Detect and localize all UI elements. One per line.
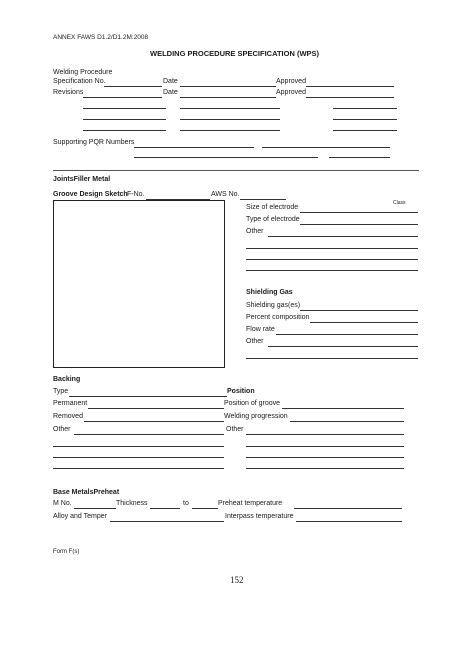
backing-type-label: Type xyxy=(53,388,69,395)
preheat-temp-field[interactable] xyxy=(294,508,402,509)
revision-line[interactable] xyxy=(83,130,166,131)
removed-label: Removed xyxy=(53,413,83,420)
permanent-field[interactable] xyxy=(88,408,224,409)
backing-heading: Backing xyxy=(53,376,81,383)
m-no-field[interactable] xyxy=(74,508,116,509)
composition-field[interactable] xyxy=(310,322,418,323)
revision-approved-line[interactable] xyxy=(333,108,397,109)
spec-no-field[interactable] xyxy=(104,86,162,87)
approved-field[interactable] xyxy=(306,86,394,87)
backing-type-field[interactable] xyxy=(69,396,227,397)
approved-field-2[interactable] xyxy=(306,97,394,98)
base-metals-preheat-heading: Base MetalsPreheat xyxy=(53,489,120,496)
joints-filler-heading: JointsFiller Metal xyxy=(53,176,111,183)
approved-label-2: Approved xyxy=(276,89,306,96)
shielding-gases-field[interactable] xyxy=(300,310,418,311)
electrode-type-field[interactable] xyxy=(300,224,418,225)
preheat-temp-label: Preheat temperature xyxy=(218,500,283,507)
interpass-label: Interpass temperature xyxy=(225,513,294,520)
backing-other-field[interactable] xyxy=(74,434,224,435)
electrode-size-label: Size of electrode xyxy=(246,204,299,211)
page-title: WELDING PROCEDURE SPECIFICATION (WPS) xyxy=(150,49,320,58)
electrode-type-label: Type of electrode xyxy=(246,216,300,223)
date-field-2[interactable] xyxy=(180,97,276,98)
fno-label: F-No. xyxy=(127,191,145,198)
position-other-line[interactable] xyxy=(246,468,404,469)
backing-other-label: Other xyxy=(53,426,71,433)
filler-other-line[interactable] xyxy=(246,259,418,260)
revisions-field[interactable] xyxy=(83,97,162,98)
filler-other-line[interactable] xyxy=(246,248,418,249)
gas-other-label: Other xyxy=(246,338,264,345)
revision-date-line[interactable] xyxy=(180,130,280,131)
composition-label: Percent composition xyxy=(246,314,310,321)
position-heading: Position xyxy=(227,388,255,395)
groove-position-field[interactable] xyxy=(282,408,404,409)
removed-field[interactable] xyxy=(84,421,224,422)
annex-header: ANNEX FAWS D1.2/D1.2M:2008 xyxy=(53,34,149,41)
position-other-line[interactable] xyxy=(246,457,404,458)
date-label-2: Date xyxy=(163,89,178,96)
spec-no-label: Specification No. xyxy=(53,78,106,85)
backing-other-line[interactable] xyxy=(53,457,224,458)
approved-label: Approved xyxy=(276,78,306,85)
filler-other-field[interactable] xyxy=(268,236,418,237)
thickness-from-field[interactable] xyxy=(150,508,180,509)
groove-sketch-box[interactable] xyxy=(53,200,225,368)
thickness-label: Thickness xyxy=(116,500,148,507)
revision-line[interactable] xyxy=(83,108,166,109)
backing-other-line[interactable] xyxy=(53,446,224,447)
pqr-field[interactable] xyxy=(329,157,390,158)
pqr-field[interactable] xyxy=(262,147,390,148)
shielding-gases-label: Shielding gas(es) xyxy=(246,302,301,309)
date-label: Date xyxy=(163,78,178,85)
position-other-label: Other xyxy=(226,426,244,433)
groove-position-label: Position of groove xyxy=(224,400,281,407)
position-other-field[interactable] xyxy=(246,434,404,435)
filler-other-label: Other xyxy=(246,228,264,235)
groove-sketch-label: Groove Design Sketch xyxy=(53,191,128,198)
pqr-field[interactable] xyxy=(134,147,254,148)
backing-other-line[interactable] xyxy=(53,468,224,469)
revisions-label: Revisions xyxy=(53,89,84,96)
revision-approved-line[interactable] xyxy=(333,119,397,120)
revision-date-line[interactable] xyxy=(180,119,280,120)
aws-no-field[interactable] xyxy=(240,199,286,200)
revision-approved-line[interactable] xyxy=(333,130,397,131)
flow-rate-label: Flow rate xyxy=(246,326,275,333)
flow-rate-field[interactable] xyxy=(276,334,418,335)
to-label: to xyxy=(183,500,189,507)
class-label: Class xyxy=(393,200,406,206)
shielding-gas-heading: Shielding Gas xyxy=(246,289,293,296)
section-divider xyxy=(53,170,419,171)
permanent-label: Permanent xyxy=(53,400,88,407)
m-no-label: M No. xyxy=(53,500,72,507)
pqr-label: Supporting PQR Numbers xyxy=(53,139,135,146)
position-other-line[interactable] xyxy=(246,446,404,447)
date-field[interactable] xyxy=(180,86,276,87)
electrode-size-field[interactable] xyxy=(300,212,418,213)
revision-date-line[interactable] xyxy=(180,108,280,109)
alloy-temper-field[interactable] xyxy=(110,521,224,522)
thickness-to-field[interactable] xyxy=(192,508,218,509)
progression-field[interactable] xyxy=(290,421,404,422)
pqr-field[interactable] xyxy=(134,157,318,158)
progression-label: Welding progression xyxy=(224,413,288,420)
gas-other-field[interactable] xyxy=(268,346,418,347)
filler-other-line[interactable] xyxy=(246,270,418,271)
aws-no-label: AWS No. xyxy=(211,191,240,198)
interpass-field[interactable] xyxy=(296,521,402,522)
alloy-temper-label: Alloy and Temper xyxy=(53,513,107,520)
page-number: 152 xyxy=(230,575,244,585)
gas-other-line[interactable] xyxy=(246,358,418,359)
form-label: Form F(s) xyxy=(53,549,80,555)
spec-line1: Welding Procedure xyxy=(53,69,113,76)
revision-line[interactable] xyxy=(83,119,166,120)
